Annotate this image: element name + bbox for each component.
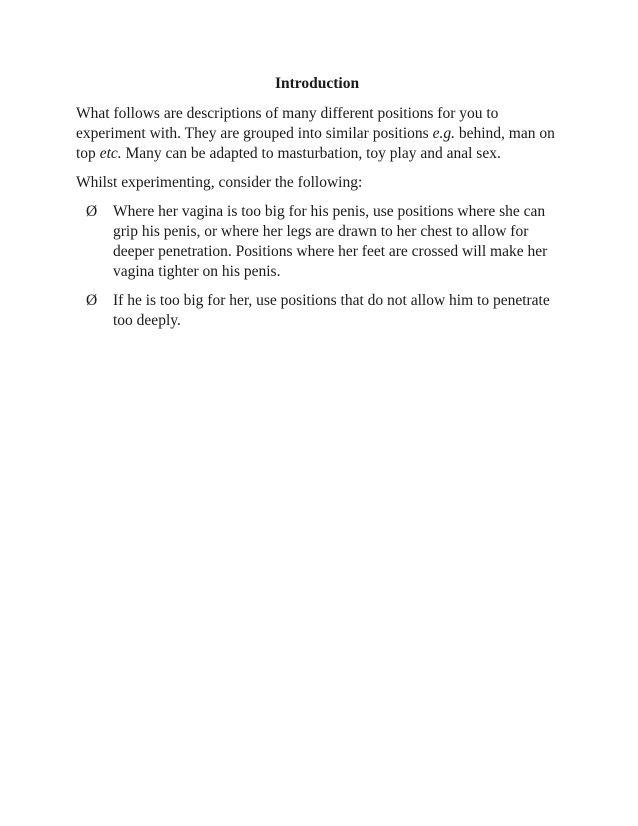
intro-paragraph — [76, 104, 558, 164]
intro-etc: etc. — [99, 145, 122, 162]
list-item — [76, 202, 558, 282]
bullet-marker: Ø — [86, 203, 98, 220]
bullet-text: Where her vagina is too big for his penis, use positions where she can grip his penis, or where her legs are drawn to her chest to allow for deeper penetration. Positions where her feet are crossed will make her vagina tighter on his penis. — [113, 203, 548, 280]
intro-text-1: What follows are descriptions of many different positions for you to experiment with. They are grouped into similar positions — [76, 105, 499, 142]
document-title: Introduction — [274, 75, 360, 92]
intro-text-3: Many can be adapted to masturbation, toy play and anal sex. — [121, 145, 501, 162]
intro-eg: e.g. — [432, 125, 455, 142]
consider-paragraph: Whilst experimenting, consider the following: — [76, 174, 363, 191]
bullet-marker: Ø — [86, 292, 98, 309]
bullet-list — [76, 202, 558, 331]
bullet-text: If he is too big for her, use positions that do not allow him to penetrate too deeply. — [113, 292, 550, 329]
intro-text-2: behind, man on top — [76, 125, 555, 162]
list-item — [76, 291, 558, 331]
